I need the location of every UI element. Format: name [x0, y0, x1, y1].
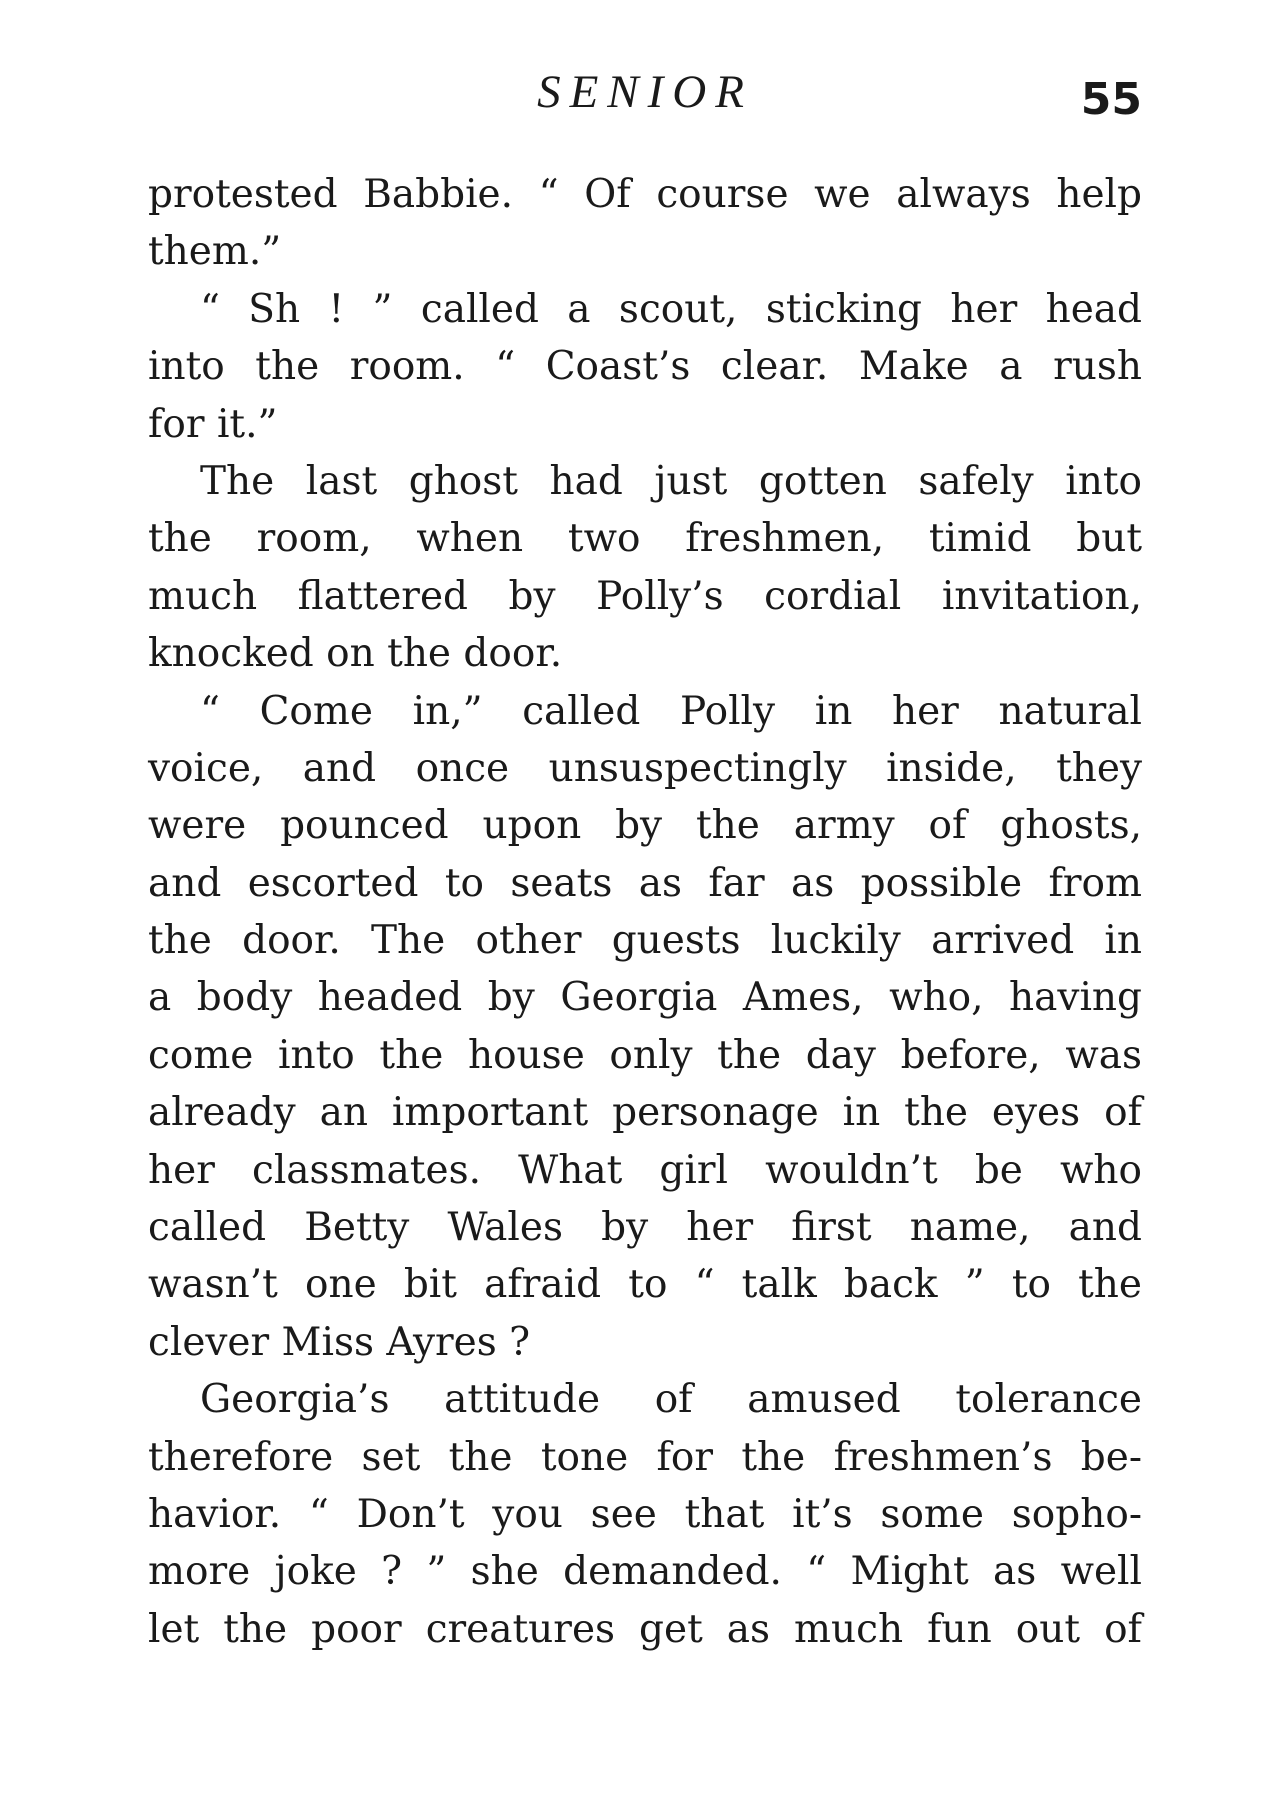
- text-line: protested Babbie. “ Of course we always help: [148, 172, 1142, 217]
- text-line: more joke ? ” she demanded. “ Might as well: [148, 1549, 1142, 1595]
- text-line: “ Sh ! ” called a scout, sticking her head: [200, 286, 1142, 332]
- text-line: them.”: [148, 229, 282, 275]
- text-line: The last ghost had just gotten safely into: [200, 458, 1142, 504]
- text-line: much flattered by Polly’s cordial invitation,: [148, 573, 1142, 619]
- text-line: come into the house only the day before, was: [148, 1032, 1142, 1078]
- text-line: Georgia’s attitude of amused tolerance: [200, 1377, 1142, 1423]
- body-text: [148, 166, 1142, 1658]
- text-line: let the poor creatures get as much fun out of: [148, 1606, 1142, 1652]
- text-line: into the room. “ Coast’s clear. Make a rush: [148, 344, 1142, 390]
- running-head: [148, 62, 1142, 125]
- text-line: voice, and once unsuspectingly inside, they: [148, 745, 1142, 791]
- text-line: and escorted to seats as far as possible from: [148, 860, 1142, 906]
- text-line: called Betty Wales by her first name, and: [148, 1205, 1142, 1251]
- text-line: havior. “ Don’t you see that it’s some sopho-: [148, 1491, 1142, 1537]
- text-line: her classmates. What girl wouldn’t be who: [148, 1147, 1142, 1193]
- text-line: already an important personage in the eyes of: [148, 1090, 1142, 1136]
- text-line: wasn’t one bit afraid to “ talk back ” to the: [148, 1262, 1142, 1308]
- text-line: clever Miss Ayres ?: [148, 1319, 531, 1365]
- text-line: therefore set the tone for the freshmen’s be-: [148, 1434, 1142, 1480]
- text-line: the door. The other guests luckily arrived in: [148, 918, 1142, 964]
- text-line: “ Come in,” called Polly in her natural: [200, 688, 1142, 734]
- text-line: for it.”: [148, 401, 278, 447]
- text-line: were pounced upon by the army of ghosts,: [148, 803, 1142, 849]
- text-line: the room, when two freshmen, timid but: [148, 516, 1142, 562]
- text-line: a body headed by Georgia Ames, who, having: [148, 975, 1142, 1021]
- page-number: 55: [1080, 74, 1142, 125]
- text-line: knocked on the door.: [148, 631, 563, 677]
- running-title: SENIOR: [537, 66, 753, 118]
